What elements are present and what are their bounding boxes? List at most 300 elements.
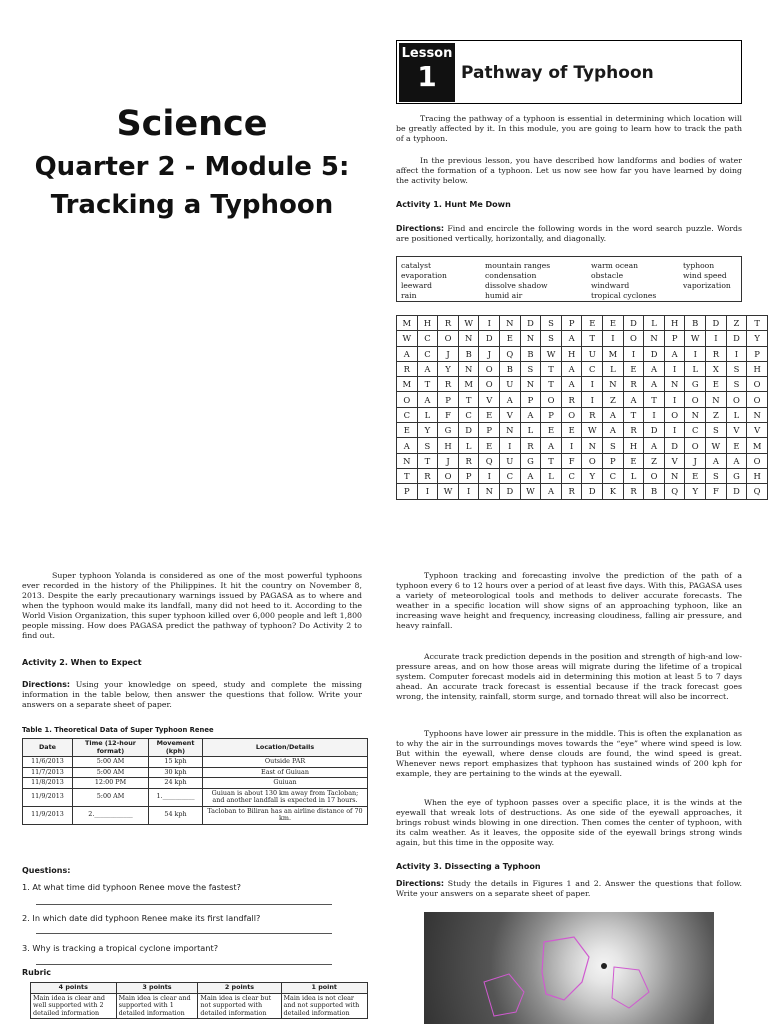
grid-cell[interactable]: O — [438, 331, 459, 346]
grid-cell[interactable]: R — [438, 316, 459, 331]
table-cell: 1.__________ — [149, 788, 203, 806]
grid-cell[interactable]: T — [541, 453, 562, 468]
rubric-cell: Main idea is clear but not supported with detailed information — [198, 993, 281, 1019]
grid-cell[interactable]: D — [726, 331, 747, 346]
table-caption: Table 1. Theoretical Data of Super Typhoon Renee — [22, 726, 214, 734]
table-cell: 5:00 AM — [73, 788, 149, 806]
grid-cell[interactable]: O — [561, 407, 582, 422]
grid-cell[interactable]: A — [644, 361, 665, 376]
grid-cell[interactable]: A — [644, 438, 665, 453]
grid-cell[interactable]: D — [726, 484, 747, 499]
word-item: leeward — [401, 281, 432, 290]
cover-subtitle-quarter: Quarter 2 - Module 5: — [34, 152, 350, 182]
grid-cell[interactable]: C — [582, 361, 603, 376]
grid-cell[interactable]: N — [397, 453, 418, 468]
grid-cell[interactable]: R — [561, 484, 582, 499]
grid-cell[interactable]: P — [397, 484, 418, 499]
grid-cell[interactable]: E — [541, 423, 562, 438]
grid-cell[interactable]: Q — [479, 453, 500, 468]
word-item: tropical cyclones — [591, 291, 657, 300]
table-row — [23, 806, 368, 824]
table-cell: Guiuan is about 130 km away from Tacloban; and another landfall is expected in 17 hours. — [203, 788, 368, 806]
grid-cell[interactable]: A — [417, 361, 438, 376]
grid-cell[interactable]: I — [664, 392, 685, 407]
map-outline-overlay — [424, 912, 714, 1024]
table-cell: 2.____________ — [73, 806, 149, 824]
lesson-word: Lesson — [401, 46, 453, 61]
grid-cell[interactable]: T — [747, 316, 768, 331]
grid-cell[interactable]: A — [417, 392, 438, 407]
grid-cell[interactable]: Q — [664, 484, 685, 499]
grid-row — [397, 423, 768, 438]
grid-cell[interactable]: J — [438, 346, 459, 361]
grid-cell[interactable]: F — [438, 407, 459, 422]
grid-cell[interactable]: M — [397, 316, 418, 331]
grid-cell[interactable]: L — [520, 423, 541, 438]
grid-cell[interactable]: E — [623, 453, 644, 468]
grid-cell[interactable]: R — [582, 407, 603, 422]
grid-cell[interactable]: O — [747, 453, 768, 468]
question-1: 1. At what time did typhoon Renee move the fastest? — [22, 882, 241, 892]
grid-cell[interactable]: O — [479, 377, 500, 392]
grid-cell[interactable]: D — [520, 316, 541, 331]
grid-cell[interactable]: I — [726, 346, 747, 361]
grid-cell[interactable]: N — [520, 331, 541, 346]
table-row — [23, 778, 368, 789]
grid-cell[interactable]: S — [706, 468, 727, 483]
grid-cell[interactable]: I — [685, 346, 706, 361]
grid-cell[interactable]: E — [479, 407, 500, 422]
grid-cell[interactable]: R — [706, 346, 727, 361]
grid-cell[interactable]: E — [706, 377, 727, 392]
grid-cell[interactable]: H — [561, 346, 582, 361]
grid-cell[interactable]: I — [458, 484, 479, 499]
grid-cell[interactable]: D — [623, 316, 644, 331]
grid-cell[interactable]: N — [458, 331, 479, 346]
grid-cell[interactable]: N — [664, 468, 685, 483]
grid-cell[interactable]: U — [582, 346, 603, 361]
table-cell: 11/9/2013 — [23, 788, 73, 806]
grid-cell[interactable]: A — [520, 407, 541, 422]
grid-cell[interactable]: I — [623, 346, 644, 361]
grid-row — [397, 468, 768, 483]
grid-cell[interactable]: U — [500, 377, 521, 392]
grid-cell[interactable]: O — [726, 392, 747, 407]
grid-cell[interactable]: A — [397, 438, 418, 453]
activity2-directions — [22, 680, 362, 710]
grid-cell[interactable]: T — [541, 361, 562, 376]
grid-cell[interactable]: I — [479, 316, 500, 331]
grid-cell[interactable]: S — [417, 438, 438, 453]
grid-cell[interactable]: N — [479, 484, 500, 499]
rubric-table — [30, 982, 368, 1019]
grid-cell[interactable]: S — [726, 377, 747, 392]
grid-cell[interactable]: C — [561, 468, 582, 483]
table-cell: 11/8/2013 — [23, 778, 73, 789]
grid-cell[interactable]: V — [726, 423, 747, 438]
grid-cell[interactable]: P — [479, 423, 500, 438]
grid-cell[interactable]: N — [603, 377, 624, 392]
grid-cell[interactable]: O — [541, 392, 562, 407]
grid-cell[interactable]: Z — [726, 316, 747, 331]
grid-cell[interactable]: E — [561, 423, 582, 438]
grid-cell[interactable]: W — [582, 423, 603, 438]
word-item: catalyst — [401, 261, 432, 270]
lesson-intro: Tracing the pathway of a typhoon is essential in determining which location will be greatly affected by it. In this module, you are going to learn how to track the path of a typhoon. — [396, 114, 742, 143]
grid-cell[interactable]: R — [561, 392, 582, 407]
grid-cell[interactable]: I — [561, 438, 582, 453]
grid-cell[interactable]: A — [644, 377, 665, 392]
grid-row — [397, 438, 768, 453]
grid-cell[interactable]: E — [479, 438, 500, 453]
tracking-paragraph-4: When the eye of typhoon passes over a specific place, it is the winds at the eyewall that wreak lots of destructions. As one side of the eyewall approaches, it brings robust winds blowing in one direction. Then comes the center of typhoon, with its calm weather. As it leaves, the opposite side of the eyewall brings strong winds again, but this time in the opposite way. — [396, 798, 742, 847]
grid-cell[interactable]: S — [541, 331, 562, 346]
grid-cell[interactable]: W — [397, 331, 418, 346]
grid-cell[interactable]: W — [438, 484, 459, 499]
grid-cell[interactable]: E — [500, 331, 521, 346]
word-search-grid — [396, 315, 768, 500]
grid-cell[interactable]: I — [582, 377, 603, 392]
grid-cell[interactable]: A — [397, 346, 418, 361]
table-header: Location/Details — [203, 739, 368, 757]
grid-cell[interactable]: P — [603, 453, 624, 468]
grid-cell[interactable]: R — [458, 453, 479, 468]
grid-cell[interactable]: W — [520, 484, 541, 499]
grid-cell[interactable]: U — [500, 453, 521, 468]
grid-cell[interactable]: E — [685, 468, 706, 483]
grid-cell[interactable]: A — [541, 438, 562, 453]
rubric-row — [31, 993, 368, 1019]
word-column — [683, 261, 731, 291]
grid-cell[interactable]: S — [520, 361, 541, 376]
grid-cell[interactable]: L — [541, 468, 562, 483]
grid-cell[interactable]: I — [500, 438, 521, 453]
table-cell: 11/9/2013 — [23, 806, 73, 824]
grid-cell[interactable]: Y — [438, 361, 459, 376]
grid-cell[interactable]: O — [685, 392, 706, 407]
grid-cell[interactable]: N — [458, 361, 479, 376]
word-column — [485, 261, 550, 301]
grid-row — [397, 361, 768, 376]
tracking-paragraph-1: Typhoon tracking and forecasting involve the prediction of the path of a typhoon every 6 to 12 hours over a period of at least five days. With this, PAGASA uses a variety of meteorological tools and methods to deliver accurate forecasts. The weather in a specific location will show signs of an approaching typhoon, like an increasing wave height and frequency, increasing cloudiness, falling air pressure, and heavy rainfall. — [396, 571, 742, 630]
grid-cell[interactable]: A — [623, 392, 644, 407]
grid-cell[interactable]: S — [603, 438, 624, 453]
word-column — [401, 261, 447, 301]
grid-cell[interactable]: H — [623, 438, 644, 453]
grid-cell[interactable]: D — [664, 438, 685, 453]
grid-cell[interactable]: Y — [685, 484, 706, 499]
grid-cell[interactable]: A — [561, 377, 582, 392]
cover-title: Science — [116, 104, 268, 144]
table-row — [23, 757, 368, 768]
grid-cell[interactable]: V — [664, 453, 685, 468]
grid-cell[interactable]: B — [685, 316, 706, 331]
grid-cell[interactable]: I — [582, 392, 603, 407]
grid-cell[interactable]: D — [706, 316, 727, 331]
grid-cell[interactable]: W — [685, 331, 706, 346]
grid-cell[interactable]: Z — [644, 453, 665, 468]
grid-cell[interactable]: E — [726, 438, 747, 453]
answer-line — [36, 964, 332, 965]
lesson-page — [384, 0, 768, 512]
grid-cell[interactable]: G — [438, 423, 459, 438]
rubric-header-row — [31, 983, 368, 994]
grid-cell[interactable]: W — [458, 316, 479, 331]
grid-cell[interactable]: V — [479, 392, 500, 407]
grid-cell[interactable]: T — [623, 407, 644, 422]
grid-row — [397, 484, 768, 499]
grid-cell[interactable]: D — [582, 484, 603, 499]
grid-cell[interactable]: A — [603, 423, 624, 438]
grid-cell[interactable]: O — [664, 407, 685, 422]
grid-cell[interactable]: B — [644, 484, 665, 499]
activity2-page — [0, 512, 384, 1024]
table-cell: 5:00 AM — [73, 767, 149, 778]
grid-cell[interactable]: K — [603, 484, 624, 499]
grid-cell[interactable]: T — [458, 392, 479, 407]
grid-cell[interactable]: I — [479, 468, 500, 483]
grid-cell[interactable]: P — [561, 316, 582, 331]
grid-cell[interactable]: C — [458, 407, 479, 422]
word-item: typhoon — [683, 261, 715, 270]
grid-cell[interactable]: O — [747, 392, 768, 407]
grid-cell[interactable]: Y — [417, 423, 438, 438]
grid-row — [397, 316, 768, 331]
grid-cell[interactable]: I — [706, 331, 727, 346]
grid-cell[interactable]: N — [685, 407, 706, 422]
grid-cell[interactable]: N — [664, 377, 685, 392]
tracking-paragraph-2: Accurate track prediction depends in the position and strength of high-and low-pressure areas, and on how those areas will migrate during the lifetime of a tropical system. Computer forecast models aid in determining this motion at least 5 to 7 days ahead. An accurate track forecast is essential because if the track forecast goes wrong, the intensity, rainfall, storm surge, and tornado threat will also be incorrect. — [396, 652, 742, 701]
grid-cell[interactable]: E — [623, 361, 644, 376]
grid-cell[interactable]: O — [644, 468, 665, 483]
grid-cell[interactable]: O — [479, 361, 500, 376]
grid-cell[interactable]: N — [747, 407, 768, 422]
grid-cell[interactable]: R — [438, 377, 459, 392]
grid-cell[interactable]: B — [520, 346, 541, 361]
grid-cell[interactable]: M — [397, 377, 418, 392]
grid-cell[interactable]: Q — [500, 346, 521, 361]
grid-cell[interactable]: B — [500, 361, 521, 376]
table-cell: 11/7/2013 — [23, 767, 73, 778]
table-cell: East of Guiuan — [203, 767, 368, 778]
grid-cell[interactable]: G — [685, 377, 706, 392]
grid-cell[interactable]: M — [603, 346, 624, 361]
grid-cell[interactable]: C — [417, 346, 438, 361]
grid-cell[interactable]: Y — [747, 331, 768, 346]
table-header: Time (12-hour format) — [73, 739, 149, 757]
lesson-badge — [399, 43, 455, 102]
grid-cell[interactable]: F — [561, 453, 582, 468]
grid-cell[interactable]: Z — [706, 407, 727, 422]
grid-cell[interactable]: S — [541, 316, 562, 331]
grid-cell[interactable]: E — [582, 316, 603, 331]
grid-cell[interactable]: T — [582, 331, 603, 346]
grid-cell[interactable]: L — [623, 468, 644, 483]
grid-cell[interactable]: D — [479, 331, 500, 346]
yolanda-intro: Super typhoon Yolanda is considered as one of the most powerful typhoons ever recorded in the history of the Philippines. It hit the country on November 8, 2013. Despite the early precautionary warnings issued by PAGASA as to where and when the typhoon would make its landfall, many did not heed to it. According to the World Vision Organization, this super typhoon killed over 6,000 people and left 1,800 people missing. How does PAGASA predict the pathway of typhoon? Do Activity 2 to find out. — [22, 571, 362, 640]
table-cell: 24 kph — [149, 778, 203, 789]
grid-cell[interactable]: I — [417, 484, 438, 499]
grid-cell[interactable]: S — [726, 361, 747, 376]
grid-cell[interactable]: R — [397, 361, 418, 376]
table-cell: 11/6/2013 — [23, 757, 73, 768]
table-row — [23, 767, 368, 778]
grid-cell[interactable]: L — [644, 316, 665, 331]
grid-cell[interactable]: A — [541, 484, 562, 499]
grid-cell[interactable]: I — [644, 407, 665, 422]
grid-cell[interactable]: D — [644, 423, 665, 438]
grid-cell[interactable]: C — [603, 468, 624, 483]
grid-cell[interactable]: M — [458, 377, 479, 392]
grid-cell[interactable]: G — [726, 468, 747, 483]
grid-cell[interactable]: D — [644, 346, 665, 361]
grid-cell[interactable]: L — [458, 438, 479, 453]
typhoon-data-table — [22, 738, 368, 825]
grid-cell[interactable]: Y — [582, 468, 603, 483]
directions-label: Directions: — [396, 224, 444, 233]
rubric-cell: Main idea is clear and supported with 1 detailed information — [116, 993, 198, 1019]
rubric-cell: Main idea is not clear and not supported with detailed information — [281, 993, 368, 1019]
grid-cell[interactable]: N — [582, 438, 603, 453]
grid-cell[interactable]: P — [541, 407, 562, 422]
grid-cell[interactable]: R — [623, 484, 644, 499]
grid-cell[interactable]: D — [500, 484, 521, 499]
grid-cell[interactable]: A — [561, 331, 582, 346]
word-item: humid air — [485, 291, 523, 300]
cover-subtitle-module: Tracking a Typhoon — [50, 190, 334, 220]
grid-cell[interactable]: N — [500, 316, 521, 331]
grid-cell[interactable]: H — [664, 316, 685, 331]
tracking-page — [384, 512, 768, 1024]
grid-cell[interactable]: V — [500, 407, 521, 422]
grid-cell[interactable]: P — [747, 346, 768, 361]
grid-cell[interactable]: M — [747, 438, 768, 453]
grid-cell[interactable]: R — [520, 438, 541, 453]
grid-cell[interactable]: A — [603, 407, 624, 422]
grid-cell[interactable]: O — [685, 438, 706, 453]
grid-cell[interactable]: D — [458, 423, 479, 438]
grid-cell[interactable]: A — [664, 346, 685, 361]
grid-cell[interactable]: P — [520, 392, 541, 407]
grid-cell[interactable]: F — [706, 484, 727, 499]
answer-line — [36, 904, 332, 905]
grid-cell[interactable]: A — [520, 468, 541, 483]
grid-cell[interactable]: B — [458, 346, 479, 361]
grid-cell[interactable]: O — [747, 377, 768, 392]
grid-cell[interactable]: N — [520, 377, 541, 392]
grid-row — [397, 331, 768, 346]
grid-cell[interactable]: C — [397, 407, 418, 422]
word-item: evaporation — [401, 271, 447, 280]
grid-cell[interactable]: A — [561, 361, 582, 376]
grid-cell[interactable]: C — [500, 468, 521, 483]
grid-cell[interactable]: N — [644, 331, 665, 346]
grid-cell[interactable]: L — [603, 361, 624, 376]
word-column — [591, 261, 656, 301]
grid-cell[interactable]: T — [417, 377, 438, 392]
grid-cell[interactable]: A — [500, 392, 521, 407]
grid-cell[interactable]: P — [438, 392, 459, 407]
table-cell: 54 kph — [149, 806, 203, 824]
grid-cell[interactable]: W — [541, 346, 562, 361]
grid-cell[interactable]: L — [685, 361, 706, 376]
grid-cell[interactable]: E — [603, 316, 624, 331]
word-item: rain — [401, 291, 417, 300]
lesson-header-box — [396, 40, 742, 104]
grid-cell[interactable]: O — [623, 331, 644, 346]
grid-cell[interactable]: T — [397, 468, 418, 483]
grid-cell[interactable]: Z — [603, 392, 624, 407]
grid-cell[interactable]: H — [747, 468, 768, 483]
grid-cell[interactable]: I — [664, 361, 685, 376]
grid-cell[interactable]: L — [417, 407, 438, 422]
grid-cell[interactable]: S — [706, 423, 727, 438]
grid-cell[interactable]: I — [603, 331, 624, 346]
grid-cell[interactable]: O — [397, 392, 418, 407]
grid-cell[interactable]: A — [706, 453, 727, 468]
grid-cell[interactable]: H — [438, 438, 459, 453]
grid-cell[interactable]: P — [664, 331, 685, 346]
grid-cell[interactable]: H — [417, 316, 438, 331]
grid-cell[interactable]: X — [706, 361, 727, 376]
grid-cell[interactable]: N — [706, 392, 727, 407]
grid-cell[interactable]: J — [479, 346, 500, 361]
rubric-header: 2 points — [198, 983, 281, 994]
grid-cell[interactable]: T — [541, 377, 562, 392]
table-header: Date — [23, 739, 73, 757]
grid-cell[interactable]: P — [458, 468, 479, 483]
question-3: 3. Why is tracking a tropical cyclone important? — [22, 943, 219, 953]
table-cell: 15 kph — [149, 757, 203, 768]
word-item: vaporization — [683, 281, 731, 290]
grid-cell[interactable]: C — [685, 423, 706, 438]
cover-page — [0, 0, 384, 512]
grid-cell[interactable]: L — [726, 407, 747, 422]
word-item: windward — [591, 281, 630, 290]
grid-cell[interactable]: E — [397, 423, 418, 438]
grid-cell[interactable]: J — [438, 453, 459, 468]
word-item: dissolve shadow — [485, 281, 548, 290]
grid-cell[interactable]: W — [706, 438, 727, 453]
grid-cell[interactable]: O — [438, 468, 459, 483]
grid-cell[interactable]: R — [417, 468, 438, 483]
grid-cell[interactable]: V — [747, 423, 768, 438]
grid-cell[interactable]: G — [520, 453, 541, 468]
activity3-heading: Activity 3. Dissecting a Typhoon — [396, 862, 541, 871]
grid-cell[interactable]: I — [664, 423, 685, 438]
activity1-directions — [396, 224, 742, 244]
word-list-box — [396, 256, 742, 302]
grid-cell[interactable]: A — [726, 453, 747, 468]
grid-cell[interactable]: R — [623, 377, 644, 392]
grid-cell[interactable]: T — [644, 392, 665, 407]
grid-cell[interactable]: C — [417, 331, 438, 346]
directions-label: Directions: — [396, 879, 444, 888]
table-header-row — [23, 739, 368, 757]
grid-cell[interactable]: N — [500, 423, 521, 438]
activity2-heading: Activity 2. When to Expect — [22, 658, 142, 667]
grid-cell[interactable]: R — [623, 423, 644, 438]
grid-cell[interactable]: T — [417, 453, 438, 468]
grid-cell[interactable]: J — [685, 453, 706, 468]
grid-cell[interactable]: Q — [747, 484, 768, 499]
table-cell: Guiuan — [203, 778, 368, 789]
satellite-typhoon-image — [424, 912, 714, 1024]
lesson-number: 1 — [417, 60, 437, 93]
word-item: mountain ranges — [485, 261, 551, 270]
grid-cell[interactable]: O — [582, 453, 603, 468]
grid-cell[interactable]: H — [747, 361, 768, 376]
